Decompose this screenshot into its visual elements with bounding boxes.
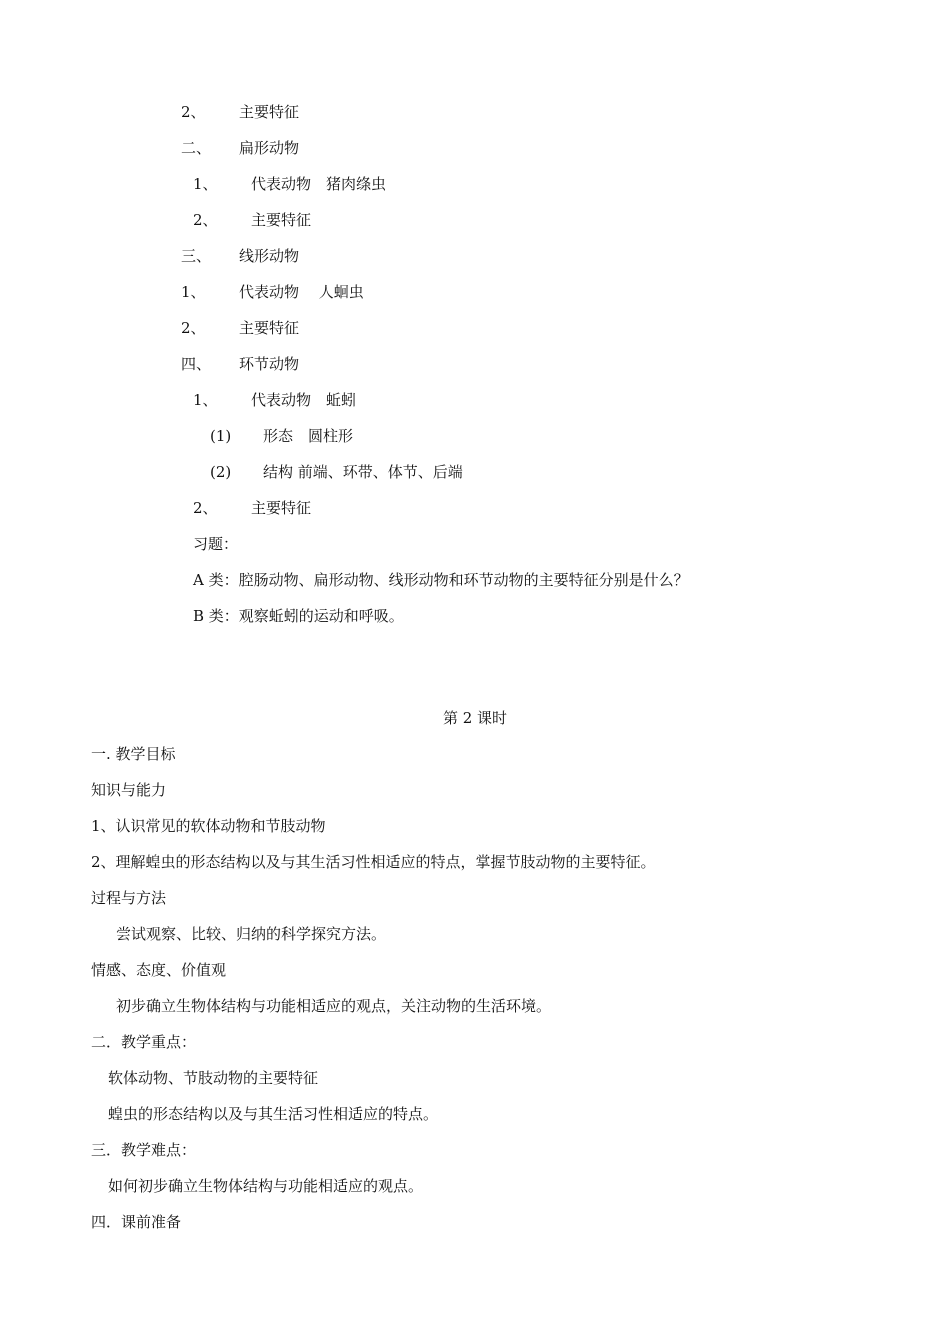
knowledge-item: 1、认识常见的软体动物和节肢动物 bbox=[91, 817, 326, 835]
subitem-number: (1) bbox=[210, 427, 232, 445]
item-text: 主要特征 bbox=[251, 211, 312, 229]
knowledge-item: 2、理解蝗虫的形态结构以及与其生活习性相适应的特点，掌握节肢动物的主要特征。 bbox=[91, 853, 656, 871]
item-text: 代表动物 人蛔虫 bbox=[239, 283, 364, 301]
subitem-text: 形态 圆柱形 bbox=[263, 427, 354, 445]
difficulty-text: 如何初步确立生物体结构与功能相适应的观点。 bbox=[108, 1177, 424, 1195]
difficulty-heading: 三．教学难点： bbox=[91, 1141, 197, 1159]
section-number: 三、 bbox=[181, 247, 212, 265]
knowledge-heading: 知识与能力 bbox=[91, 781, 167, 799]
subitem-text: 结构 前端、环带、体节、后端 bbox=[263, 463, 463, 481]
exercise-label: 习题： bbox=[193, 535, 239, 553]
goals-heading: 一. 教学目标 bbox=[91, 745, 176, 763]
prep-heading: 四．课前准备 bbox=[91, 1213, 182, 1231]
item-number: 1、 bbox=[193, 175, 218, 193]
section-number: 二、 bbox=[181, 139, 212, 157]
key-heading: 二．教学重点： bbox=[91, 1033, 197, 1051]
subitem-number: (2) bbox=[210, 463, 232, 481]
item-number: 2、 bbox=[181, 103, 206, 121]
item-text: 代表动物 猪肉绦虫 bbox=[251, 175, 387, 193]
lesson-title: 第 2 课时 bbox=[442, 709, 508, 727]
emotion-heading: 情感、态度、价值观 bbox=[91, 961, 227, 979]
key-item: 蝗虫的形态结构以及与其生活习性相适应的特点。 bbox=[108, 1105, 439, 1123]
item-number: 2、 bbox=[181, 319, 206, 337]
process-heading: 过程与方法 bbox=[91, 889, 167, 907]
item-number: 1、 bbox=[193, 391, 218, 409]
item-text: 主要特征 bbox=[251, 499, 312, 517]
section-heading: 环节动物 bbox=[239, 355, 300, 373]
item-text: 代表动物 蚯蚓 bbox=[251, 391, 357, 409]
item-number: 2、 bbox=[193, 211, 218, 229]
process-text: 尝试观察、比较、归纳的科学探究方法。 bbox=[116, 925, 387, 943]
exercise-b: B 类：观察蚯蚓的运动和呼吸。 bbox=[193, 607, 404, 625]
item-number: 1、 bbox=[181, 283, 206, 301]
section-heading: 线形动物 bbox=[239, 247, 300, 265]
exercise-a: A 类：腔肠动物、扁形动物、线形动物和环节动物的主要特征分别是什么？ bbox=[193, 571, 689, 589]
key-item: 软体动物、节肢动物的主要特征 bbox=[108, 1069, 319, 1087]
section-number: 四、 bbox=[181, 355, 212, 373]
item-text: 主要特征 bbox=[239, 103, 300, 121]
emotion-text: 初步确立生物体结构与功能相适应的观点，关注动物的生活环境。 bbox=[116, 997, 552, 1015]
item-text: 主要特征 bbox=[239, 319, 300, 337]
item-number: 2、 bbox=[193, 499, 218, 517]
section-heading: 扁形动物 bbox=[239, 139, 300, 157]
